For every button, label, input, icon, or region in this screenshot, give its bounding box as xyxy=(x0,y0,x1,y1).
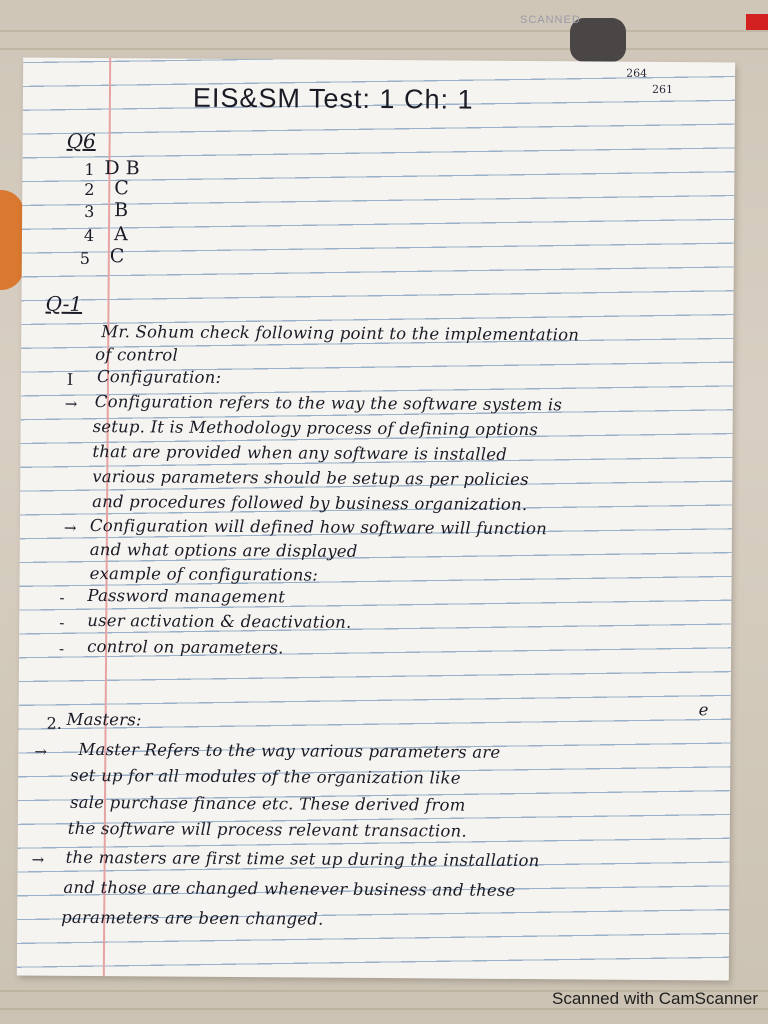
notebook-page xyxy=(17,58,735,981)
body-line: sale purchase finance etc. These derived from xyxy=(69,792,466,815)
bullet-mark: → xyxy=(34,742,48,761)
body-line: Password management xyxy=(87,585,286,607)
body-line: Configuration refers to the way the software system is xyxy=(94,392,563,415)
body-line: setup. It is Methodology process of defining options xyxy=(92,417,539,440)
answer-number: 2 xyxy=(84,179,95,200)
top-watermark: SCANNED xyxy=(520,14,581,26)
body-line: example of configurations: xyxy=(89,564,319,585)
intro-line: of control xyxy=(95,345,179,365)
finger-shape xyxy=(0,190,24,290)
answer-value: B xyxy=(114,199,129,222)
q1-heading: Q-1 xyxy=(45,291,83,316)
answer-value: D B xyxy=(104,157,140,180)
body-line: Configuration will defined how software will function xyxy=(89,516,548,539)
bullet-mark: - xyxy=(59,613,65,632)
scanner-watermark: Scanned with CamScanner xyxy=(551,989,758,1008)
body-line: control on parameters. xyxy=(87,636,284,658)
body-line: and procedures followed by business organization. xyxy=(92,492,528,515)
page-number: 261 xyxy=(651,82,674,97)
wood-grain xyxy=(0,48,768,50)
body-line: parameters are been changed. xyxy=(61,907,324,929)
body-line: Master Refers to the way various parameters are xyxy=(78,739,501,762)
margin-mark: e xyxy=(698,700,709,720)
body-line: various parameters should be setup as per policies xyxy=(92,467,529,490)
page-title: EIS&SM Test: 1 Ch: 1 xyxy=(192,82,474,115)
section-title: Masters: xyxy=(66,709,142,730)
body-line: the software will process relevant transaction. xyxy=(67,818,467,841)
bullet-mark: → xyxy=(64,394,78,413)
body-line: that are provided when any software is installed xyxy=(92,442,508,464)
intro-line: Mr. Sohum check following point to the implementation xyxy=(101,322,580,345)
section-label: I xyxy=(66,369,74,389)
body-line: user activation & deactivation. xyxy=(87,610,352,632)
answer-number: 5 xyxy=(79,248,91,268)
bullet-mark: → xyxy=(31,850,45,869)
answer-number: 3 xyxy=(84,201,95,222)
bullet-mark: → xyxy=(63,518,77,537)
q6-heading: Q6 xyxy=(66,128,96,154)
body-line: and those are changed whenever business and these xyxy=(63,877,516,900)
body-line: the masters are first time set up during the installation xyxy=(65,847,540,871)
section-title: Configuration: xyxy=(96,367,222,387)
body-line: and what options are displayed xyxy=(89,540,358,561)
bullet-mark: - xyxy=(59,588,65,607)
answer-number: 1 xyxy=(84,159,95,180)
body-line: set up for all modules of the organization like xyxy=(70,765,461,788)
wood-grain xyxy=(0,30,768,32)
answer-value: C xyxy=(114,177,129,200)
answer-value: A xyxy=(113,223,128,246)
bullet-mark: - xyxy=(59,639,65,658)
answer-number: 4 xyxy=(83,225,95,246)
page-number: 264 xyxy=(626,66,648,80)
section-label: 2. xyxy=(46,713,62,733)
answer-value: C xyxy=(109,245,125,268)
red-corner-object xyxy=(746,14,768,30)
